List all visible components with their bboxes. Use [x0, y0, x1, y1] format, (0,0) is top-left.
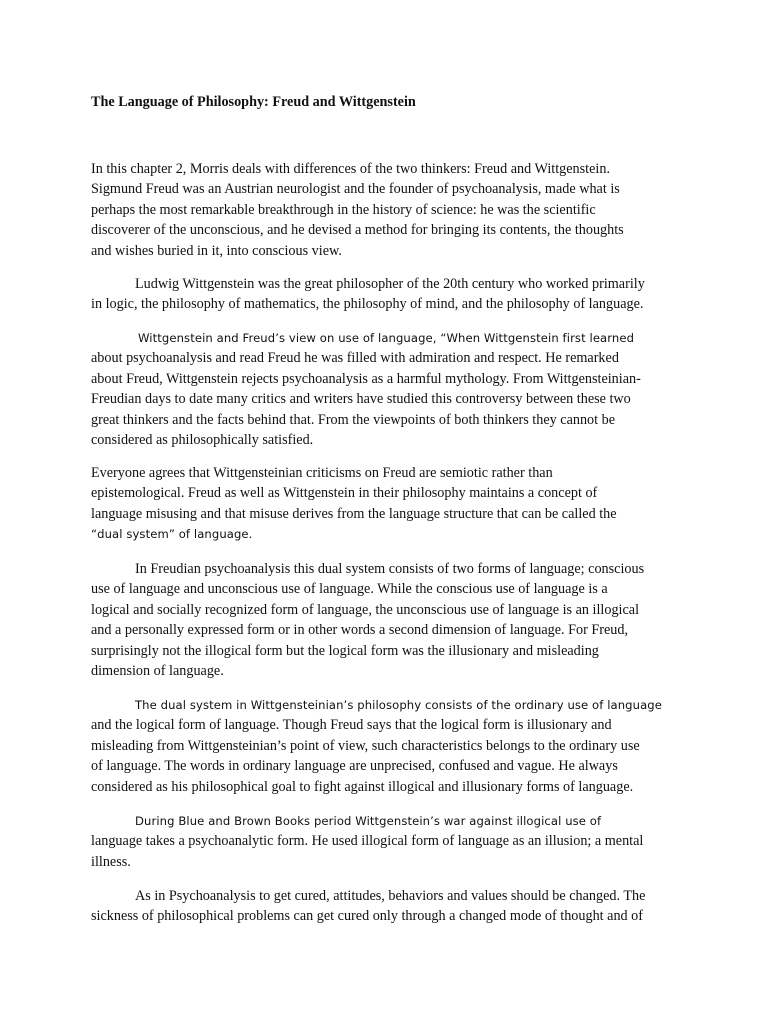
paragraph-line: considered as his philosophical goal to fight against illogical and illusionary forms of language. — [91, 778, 634, 795]
paragraph-line: surprisingly not the illogical form but the logical form was the illusionary and misleading — [91, 642, 599, 659]
paragraph-line: perhaps the most remarkable breakthrough in the history of science: he was the scientific — [91, 201, 596, 218]
paragraph-line: As in Psychoanalysis to get cured, attitudes, behaviors and values should be changed. The — [135, 888, 646, 904]
paragraph-line: use of language and unconscious use of language. While the conscious use of language is a — [91, 581, 608, 598]
paragraph-line: Ludwig Wittgenstein was the great philosopher of the 20th century who worked primarily — [135, 276, 645, 292]
paragraph-line: of language. The words in ordinary language are unprecised, confused and vague. He always — [91, 758, 618, 775]
paragraph-line: epistemological. Freud as well as Wittgenstein in their philosophy maintains a concept of — [91, 485, 598, 502]
paragraph-line: great thinkers and the facts behind that. From the viewpoints of both thinkers they cannot be — [91, 411, 616, 428]
paragraph — [91, 559, 691, 681]
paragraph-line: about psychoanalysis and read Freud he was filled with admiration and respect. He remarked — [91, 350, 619, 367]
paragraph-line: illness. — [91, 853, 131, 870]
paragraph — [91, 159, 691, 261]
paragraph-line: In this chapter 2, Morris deals with differences of the two thinkers: Freud and Wittgenstein. — [91, 161, 610, 177]
paragraph-line: discoverer of the unconscious, and he devised a method for bringing its contents, the thoughts — [91, 222, 624, 239]
paragraph-line: language takes a psychoanalytic form. He used illogical form of language as an illusion; a mental — [91, 833, 644, 850]
paragraph-line: Everyone agrees that Wittgensteinian criticisms on Freud are semiotic rather than — [91, 465, 553, 481]
paragraph — [91, 886, 691, 927]
paragraph-line: and the logical form of language. Though Freud says that the logical form is illusionary and — [91, 717, 612, 734]
paragraph-line: During Blue and Brown Books period Wittgenstein’s war against illogical use of — [135, 814, 602, 828]
paragraph — [91, 328, 691, 450]
paragraph-line: and wishes buried in it, into conscious view. — [91, 242, 342, 259]
paragraph-line: considered as philosophically satisfied. — [91, 431, 314, 448]
paragraph-line: Wittgenstein and Freud’s view on use of language, “When Wittgenstein first learned — [138, 331, 635, 345]
paragraph-line: “dual system” of language. — [91, 527, 253, 542]
paragraph — [91, 274, 691, 315]
paragraph-line: misleading from Wittgensteinian’s point of view, such characteristics belongs to the ordinary use — [91, 737, 640, 754]
paragraph-line: Freudian days to date many critics and writers have studied this controversy between these two — [91, 391, 631, 408]
paragraph — [91, 695, 691, 797]
paragraph-line: and a personally expressed form or in other words a second dimension of language. For Freud, — [91, 622, 629, 639]
paragraph — [91, 463, 691, 545]
paragraph-line: In Freudian psychoanalysis this dual system consists of two forms of language; conscious — [135, 561, 645, 577]
paragraph-line: dimension of language. — [91, 662, 224, 679]
paragraph-line: language misusing and that misuse derives from the language structure that can be called the — [91, 505, 617, 522]
paragraph-line: sickness of philosophical problems can get cured only through a changed mode of thought and of — [91, 908, 643, 925]
paragraph-line: logical and socially recognized form of language, the unconscious use of language is an illogical — [91, 601, 640, 618]
paragraph-line: The dual system in Wittgensteinian’s philosophy consists of the ordinary use of language — [135, 698, 662, 712]
paragraph-line: in logic, the philosophy of mathematics, the philosophy of mind, and the philosophy of language. — [91, 296, 644, 313]
paragraph — [91, 811, 691, 872]
paragraph-line: about Freud, Wittgenstein rejects psychoanalysis as a harmful mythology. From Wittgensteinian- — [91, 370, 641, 387]
paragraph-line: Sigmund Freud was an Austrian neurologist and the founder of psychoanalysis, made what is — [91, 181, 620, 198]
document-title: The Language of Philosophy: Freud and Wittgenstein — [91, 94, 416, 110]
